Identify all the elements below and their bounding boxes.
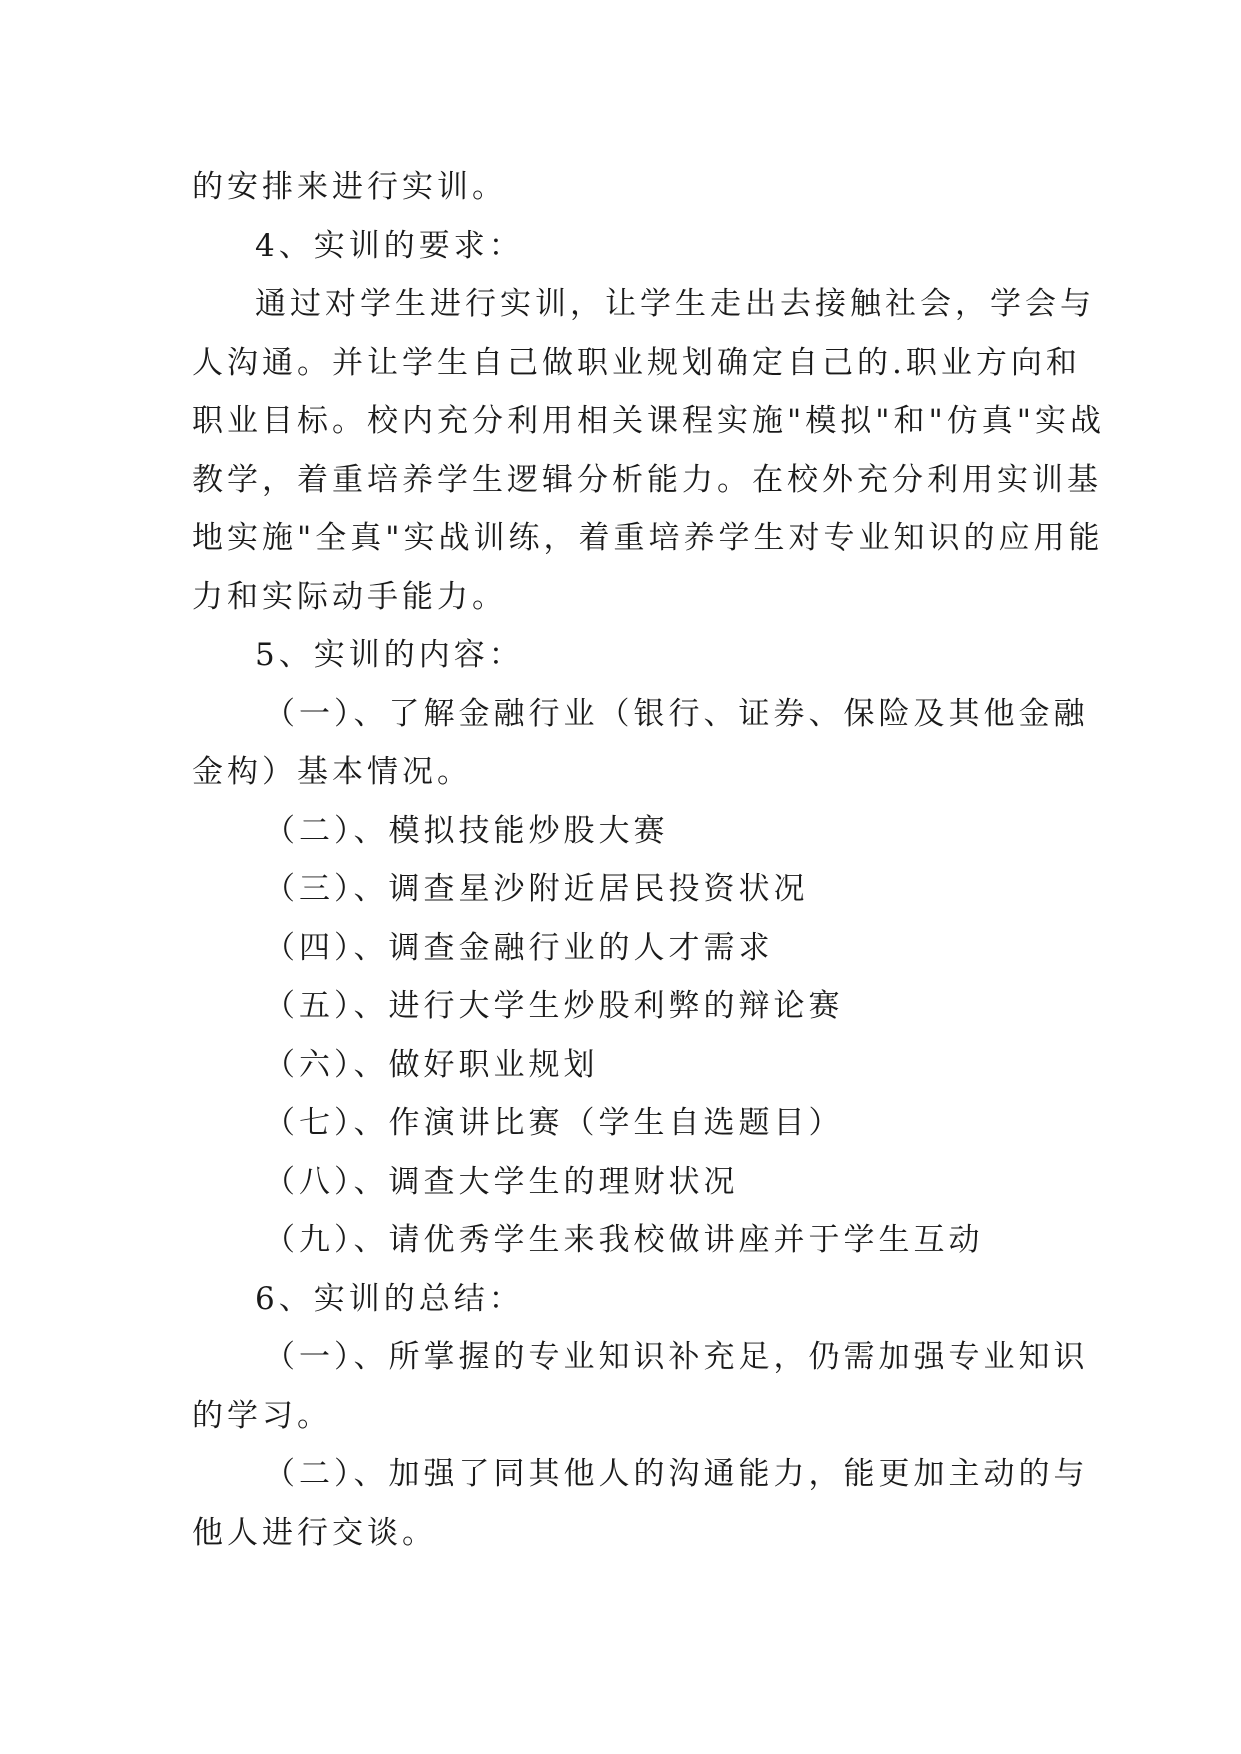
list-item: （六）、做好职业规划	[264, 1046, 599, 1083]
text-line: 人沟通。并让学生自己做职业规划确定自己的.职业方向和	[192, 344, 1081, 381]
text-line: 金构）基本情况。	[192, 754, 472, 790]
list-item: （三）、调查星沙附近居民投资状况	[264, 871, 809, 907]
section-heading-requirements: 4、实训的要求：	[255, 227, 524, 264]
text-line: 的安排来进行实训。	[192, 169, 507, 205]
text-line: 力和实际动手能力。	[192, 578, 507, 615]
section-heading-content: 5、实训的内容：	[255, 637, 524, 673]
text-line: 的学习。	[192, 1397, 332, 1434]
list-item: （一）、所掌握的专业知识补充足，仍需加强专业知识	[264, 1339, 1089, 1375]
text-line: 地实施"全真"实战训练，着重培养学生对专业知识的应用能	[192, 520, 1104, 556]
list-item: （四）、调查金融行业的人才需求	[264, 929, 774, 966]
list-item: （二）、模拟技能炒股大赛	[264, 812, 669, 849]
list-item: （二）、加强了同其他人的沟通能力，能更加主动的与	[264, 1456, 1089, 1492]
list-item: （五）、进行大学生炒股利弊的辩论赛	[264, 988, 844, 1024]
text-line: 通过对学生进行实训，让学生走出去接触社会，学会与	[255, 286, 1095, 322]
list-item: （一）、了解金融行业（银行、证券、保险及其他金融	[264, 695, 1089, 732]
document-body	[192, 158, 1106, 1562]
list-item: （九）、请优秀学生来我校做讲座并于学生互动	[264, 1222, 984, 1258]
text-line: 职业目标。校内充分利用相关课程实施"模拟"和"仿真"实战	[192, 403, 1106, 439]
text-line: 教学，着重培养学生逻辑分析能力。在校外充分利用实训基	[192, 461, 1102, 498]
section-heading-summary: 6、实训的总结：	[255, 1280, 524, 1317]
text-line: 他人进行交谈。	[192, 1514, 437, 1551]
list-item: （八）、调查大学生的理财状况	[264, 1163, 739, 1200]
list-item: （七）、作演讲比赛（学生自选题目）	[264, 1105, 844, 1141]
